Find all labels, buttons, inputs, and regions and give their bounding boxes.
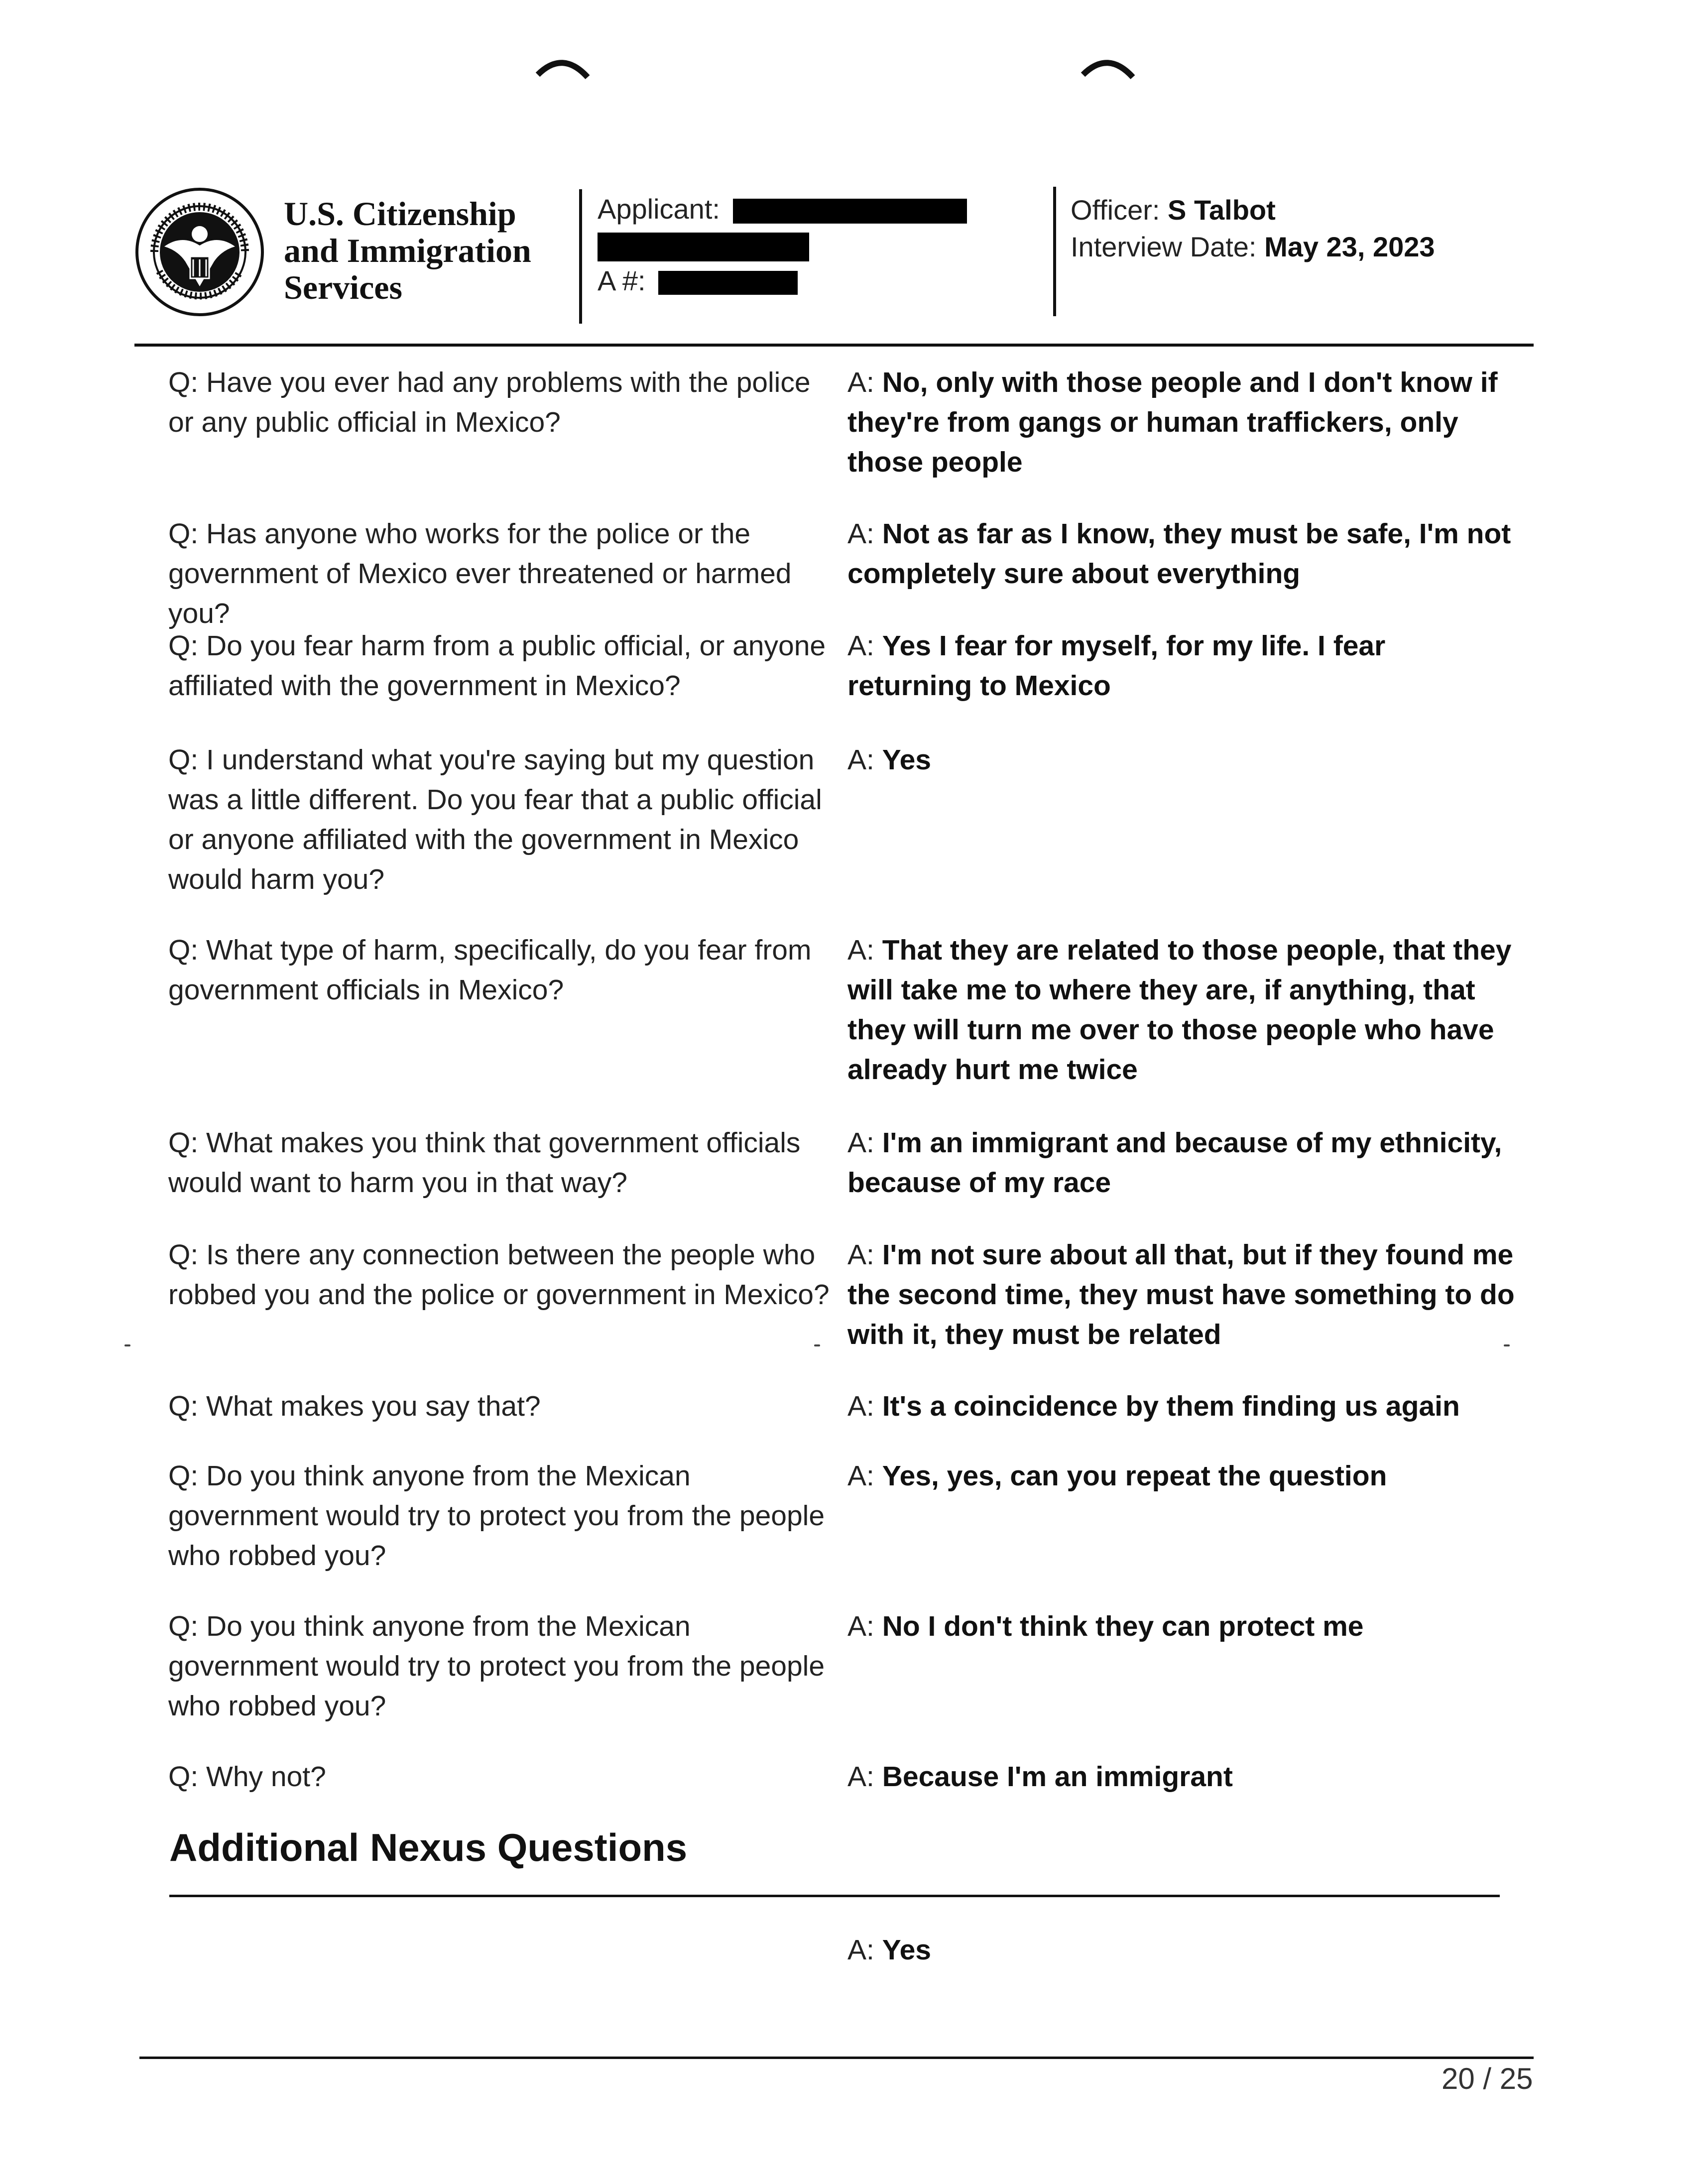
question-text: What makes you say that? (206, 1390, 541, 1422)
answer (847, 1456, 1515, 1496)
answer-text: Yes, yes, can you repeat the question (882, 1460, 1387, 1492)
question (168, 363, 831, 442)
answer (847, 1930, 1515, 1970)
question-prefix: Q: (168, 744, 199, 776)
a-number-label: A #: (598, 265, 646, 296)
redaction-box (733, 199, 967, 224)
page-number: 20 / 25 (1442, 2062, 1533, 2095)
answer-text: That they are related to those people, that they will take me to where they are, if anything, that they will turn me over to those people who have already hurt me twice (847, 934, 1512, 1086)
answer (847, 363, 1515, 482)
answer (847, 740, 1515, 780)
agency-name-line: U.S. Citizenship (284, 195, 516, 233)
interview-date: May 23, 2023 (1264, 231, 1435, 262)
answer-text: Yes I fear for myself, for my life. I fear returning to Mexico (847, 630, 1386, 702)
answer-prefix: A: (847, 1610, 874, 1642)
answer-text: No, only with those people and I don't know if they're from gangs or human traffickers, only those people (847, 366, 1498, 478)
officer-label: Officer: (1071, 194, 1160, 226)
question-prefix: Q: (168, 1610, 199, 1642)
question (168, 626, 831, 706)
question-prefix: Q: (168, 1239, 199, 1271)
redaction-box (658, 271, 798, 295)
answer-text: It's a coincidence by them finding us again (882, 1390, 1460, 1422)
answer-prefix: A: (847, 934, 874, 966)
question-text: Do you think anyone from the Mexican government would try to protect you from the people who robbed you? (168, 1610, 825, 1722)
redaction-box (598, 233, 809, 261)
agency-name-line: Services (284, 268, 402, 306)
question (168, 1123, 831, 1203)
question (168, 740, 831, 899)
answer-text: Yes (882, 1934, 931, 1966)
interview-date-label: Interview Date: (1071, 231, 1257, 262)
answer (847, 514, 1515, 594)
header-divider (579, 189, 582, 324)
question (168, 1606, 831, 1726)
answer-text: I'm not sure about all that, but if they found me the second time, they must have something to do with it, they must be related (847, 1239, 1515, 1350)
question-prefix: Q: (168, 1460, 199, 1492)
answer-prefix: A: (847, 630, 874, 662)
header-rule (134, 344, 1534, 347)
section-rule (169, 1895, 1500, 1897)
officer-name: S Talbot (1168, 194, 1276, 226)
scan-mark-icon (1081, 55, 1135, 85)
question (168, 1386, 831, 1426)
question (168, 1235, 831, 1315)
answer-prefix: A: (847, 1761, 874, 1793)
agency-name (284, 195, 531, 306)
answer-text: Because I'm an immigrant (882, 1761, 1233, 1793)
question-prefix: Q: (168, 518, 199, 550)
applicant-label: Applicant: (598, 193, 720, 225)
question-text: Do you fear harm from a public official, or anyone affiliated with the government in Mexico? (168, 630, 826, 702)
answer-prefix: A: (847, 366, 874, 398)
question-text: Have you ever had any problems with the police or any public official in Mexico? (168, 366, 811, 438)
scan-speck (124, 1344, 130, 1346)
answer-text: No I don't think they can protect me (882, 1610, 1364, 1642)
answer (847, 626, 1515, 706)
answer (847, 1235, 1515, 1354)
question (168, 1456, 831, 1576)
header-divider (1053, 187, 1056, 316)
answer-prefix: A: (847, 1127, 874, 1159)
question-text: I understand what you're saying but my question was a little different. Do you fear that a public official or anyone affiliated with the government in Mexico would harm you? (168, 744, 822, 895)
section-title: Additional Nexus Questions (169, 1825, 688, 1869)
answer (847, 1606, 1515, 1646)
question-text: Why not? (206, 1761, 326, 1793)
answer (847, 1123, 1515, 1203)
answer-prefix: A: (847, 1390, 874, 1422)
answer-prefix: A: (847, 744, 874, 776)
scan-speck (814, 1344, 820, 1346)
applicant-block (598, 192, 1085, 299)
question-text: Do you think anyone from the Mexican government would try to protect you from the people who robbed you? (168, 1460, 825, 1572)
question-prefix: Q: (168, 366, 199, 398)
question-text: What type of harm, specifically, do you fear from government officials in Mexico? (168, 934, 812, 1006)
answer-text: Yes (882, 744, 931, 776)
answer-prefix: A: (847, 518, 874, 550)
officer-block (1071, 192, 1435, 265)
question-text: What makes you think that government officials would want to harm you in that way? (168, 1127, 801, 1199)
question-prefix: Q: (168, 934, 199, 966)
question (168, 930, 831, 1010)
answer (847, 1386, 1515, 1426)
scan-mark-icon (535, 55, 590, 85)
answer-text: I'm an immigrant and because of my ethnicity, because of my race (847, 1127, 1502, 1199)
document-header (134, 184, 1534, 334)
scan-speck (1504, 1344, 1510, 1346)
answer-prefix: A: (847, 1934, 874, 1966)
agency-name-line: and Immigration (284, 232, 531, 269)
question-prefix: Q: (168, 1127, 199, 1159)
answer-prefix: A: (847, 1460, 874, 1492)
answer (847, 930, 1515, 1090)
question-text: Has anyone who works for the police or the government of Mexico ever threatened or harmed you? (168, 518, 792, 629)
question (168, 1757, 831, 1797)
footer-rule (139, 2057, 1534, 2059)
answer-prefix: A: (847, 1239, 874, 1271)
dhs-seal-icon (134, 187, 265, 317)
question-prefix: Q: (168, 630, 199, 662)
question-prefix: Q: (168, 1390, 199, 1422)
question-text: Is there any connection between the people who robbed you and the police or government in Mexico? (168, 1239, 830, 1311)
question-prefix: Q: (168, 1761, 199, 1793)
question (168, 514, 831, 633)
answer (847, 1757, 1515, 1797)
answer-text: Not as far as I know, they must be safe, I'm not completely sure about everything (847, 518, 1511, 590)
